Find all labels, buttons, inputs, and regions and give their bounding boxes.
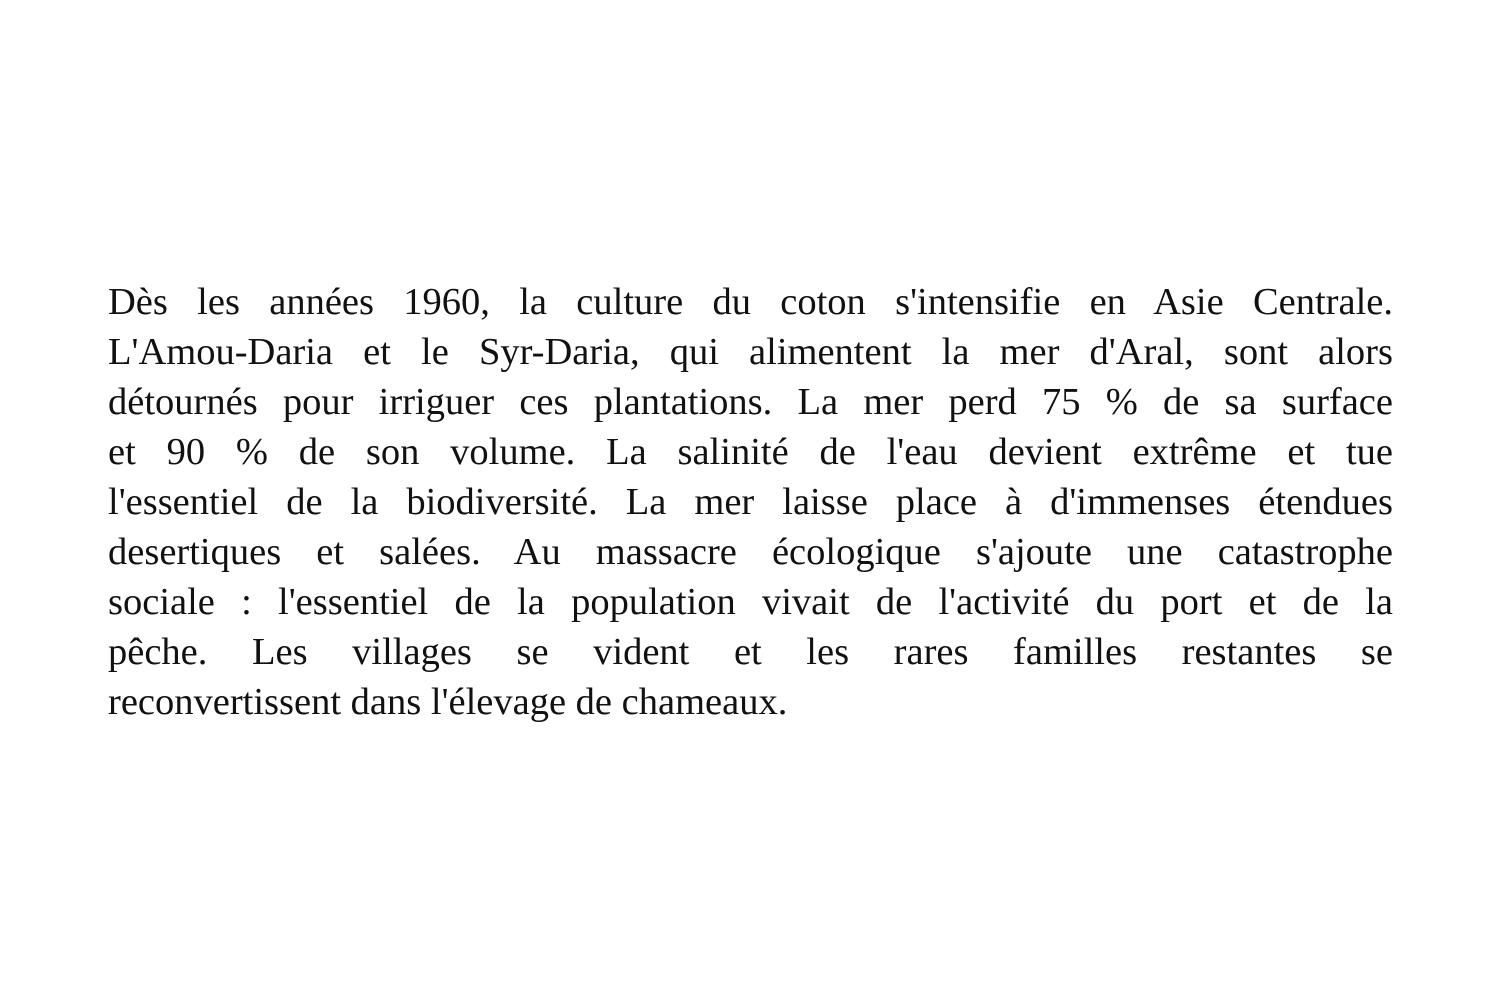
paragraph-line-9: reconvertissent dans l'élevage de chameaux. [108,681,788,723]
paragraph-line-3: détournés pour irriguer ces plantations. La mer perd 75 % de sa surface [108,381,1393,423]
paragraph-line-4: et 90 % de son volume. La salinité de l'eau devient extrême et tue [108,431,1393,473]
paragraph-line-6: desertiques et salées. Au massacre écologique s'ajoute une catastrophe [108,531,1393,573]
paragraph-line-5: l'essentiel de la biodiversité. La mer laisse place à d'immenses étendues [108,481,1393,523]
paragraph-line-1: Dès les années 1960, la culture du coton s'intensifie en Asie Centrale. [108,281,1393,323]
paragraph-line-8: pêche. Les villages se vident et les rares familles restantes se [108,631,1393,673]
paragraph-line-2: L'Amou-Daria et le Syr-Daria, qui alimentent la mer d'Aral, sont alors [108,331,1393,373]
paragraph-line-7: sociale : l'essentiel de la population vivait de l'activité du port et de la [108,581,1393,623]
paragraph-aral-sea [108,277,1393,727]
